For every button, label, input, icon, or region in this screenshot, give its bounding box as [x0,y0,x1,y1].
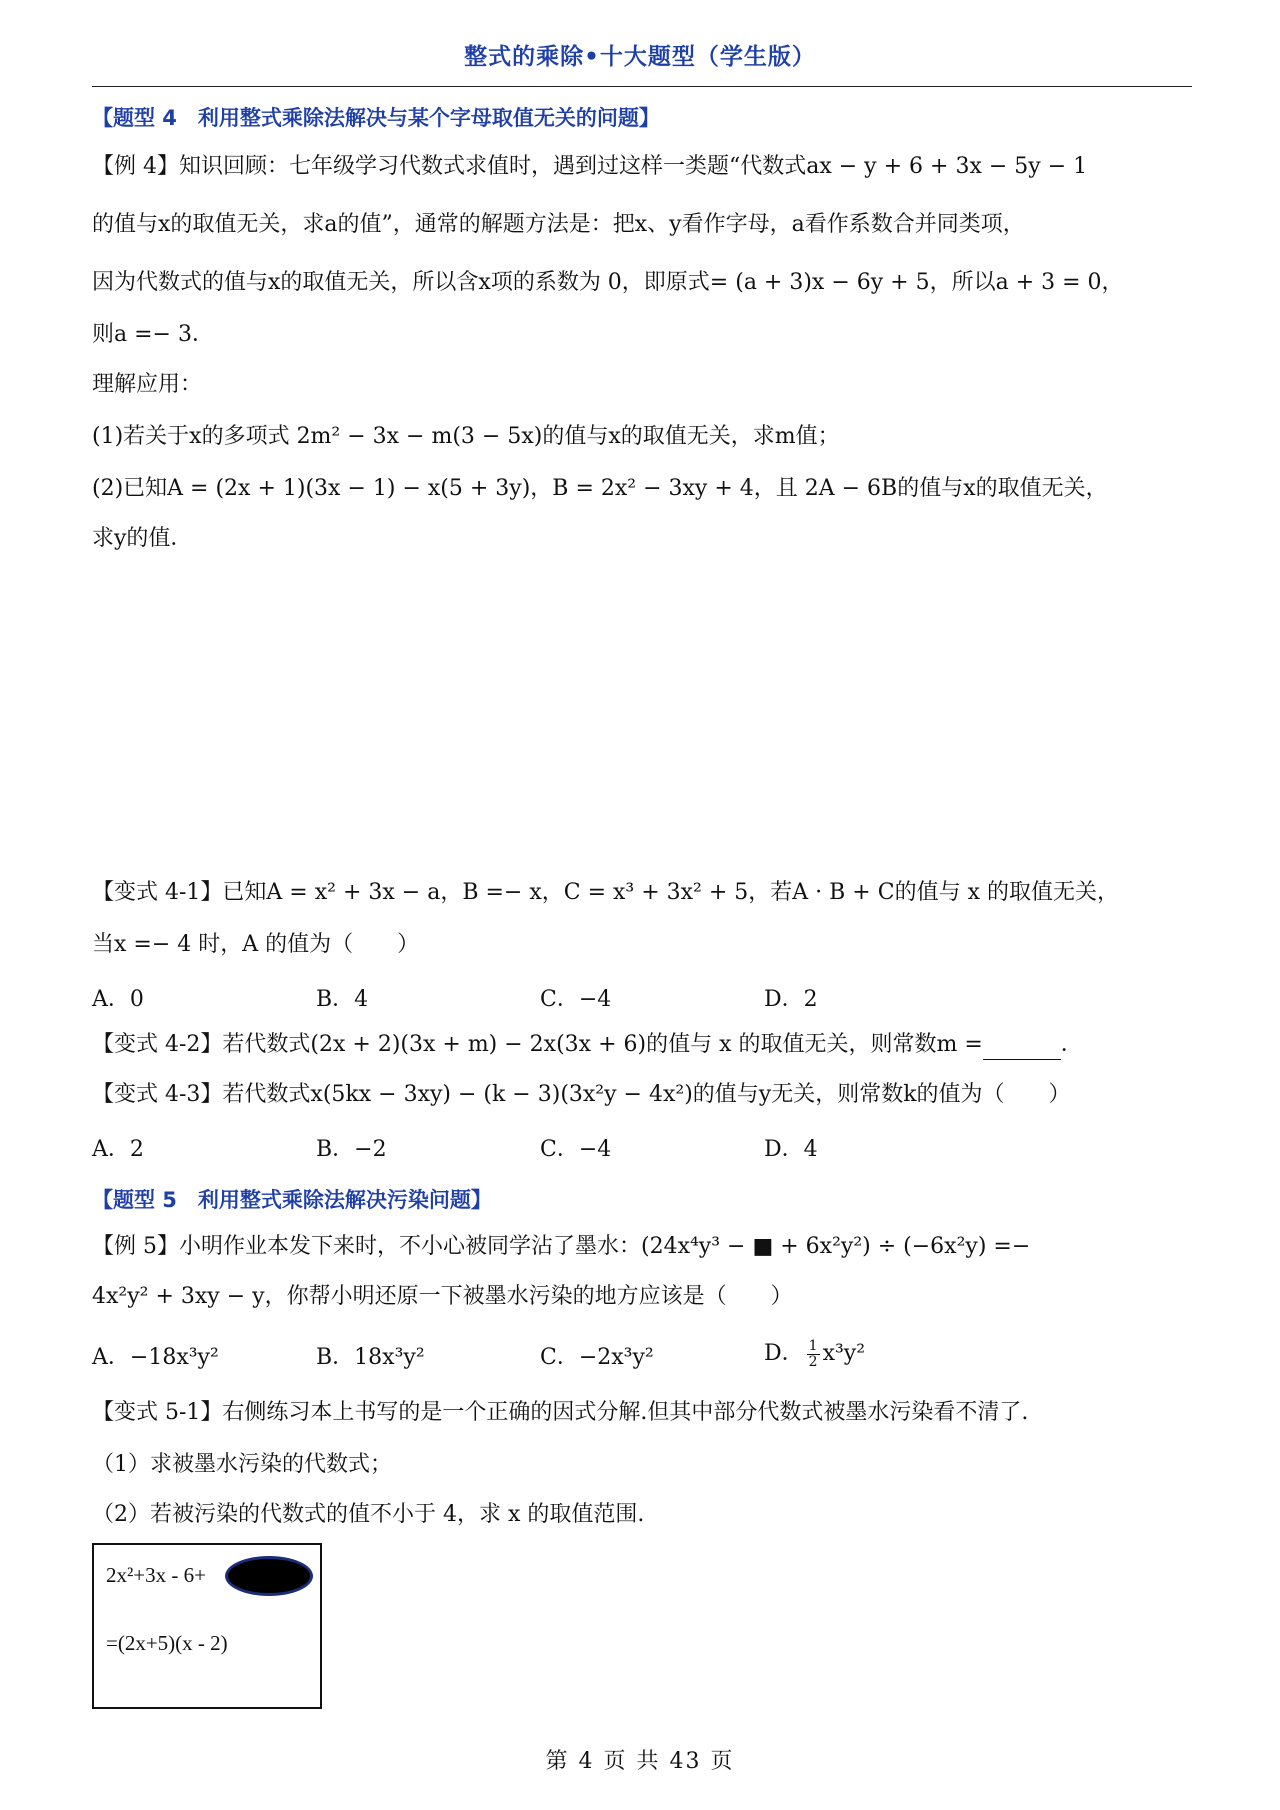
variant-4-2-text: 【变式 4-2】若代数式(2x + 2)(3x + m) − 2x(3x + 6)的值与 x 的取值无关，则常数m = [92,1032,983,1057]
variant-4-1-option-c: C．−4 [540,987,612,1012]
variant-4-3-option-c: C．−4 [540,1137,612,1162]
example-5-option-d [764,1336,865,1370]
example-4-line-1: 【例 4】知识回顾：七年级学习代数式求值时，遇到过这样一类题“代数式ax − y + 6 + 3x − 5y − 1 [92,154,1088,179]
example-5-option-b: B．18x³y² [316,1345,425,1370]
section-5-title: 【题型 5 利用整式乘除法解决污染问题】 [92,1188,492,1212]
page-header-title: 整式的乘除•十大题型（学生版） [464,44,816,70]
page-footer: 第 4 页 共 43 页 [545,1749,735,1774]
example-4-line-4: 则a =− 3． [92,322,214,347]
example-4-question-2-line-1: (2)已知A = (2x + 1)(3x − 1) − x(5 + 3y)，B = 2x² − 3xy + 4，且 2A − 6B的值与x的取值无关， [92,476,1108,501]
fraction-numerator: 1 [808,1337,818,1354]
fraction-one-half [807,1339,820,1370]
variant-4-3-option-d: D．4 [764,1137,818,1162]
variant-4-1-option-a: A．0 [92,987,144,1012]
header-divider [92,86,1192,87]
example-5-option-c: C．−2x³y² [540,1345,654,1370]
example-4-line-3: 因为代数式的值与x的取值无关，所以含x项的系数为 0，即原式= (a + 3)x − 6y + 5，所以a + 3 = 0， [92,270,1124,295]
variant-4-2 [92,1030,1083,1060]
ink-blot-icon [228,1559,310,1593]
example-4-line-5: 理解应用： [92,372,203,397]
example-4-line-2: 的值与x的取值无关，求a的值”，通常的解题方法是：把x、y看作字母，a看作系数合并同类项， [92,212,1025,237]
variant-4-1-option-b: B．4 [316,987,369,1012]
section-4-title: 【题型 4 利用整式乘除法解决与某个字母取值无关的问题】 [92,106,660,130]
variant-4-3-option-a: A．2 [92,1137,144,1162]
variant-5-1-question-1: （1）求被墨水污染的代数式； [92,1452,392,1477]
example-4-question-2-line-2: 求y的值． [92,526,193,551]
variant-4-1-line-1: 【变式 4-1】已知A = x² + 3x − a，B =− x，C = x³ + 3x² + 5，若A · B + C的值与 x 的取值无关， [92,880,1119,905]
answer-blank [983,1037,1061,1060]
option-d-term: x³y² [822,1341,866,1366]
example-4-question-1: (1)若关于x的多项式 2m² − 3x − m(3 − 5x)的值与x的取值无关，求m值； [92,424,840,449]
option-d-label: D． [764,1341,804,1366]
variant-5-1-question-2: （2）若被污染的代数式的值不小于 4，求 x 的取值范围. [92,1502,645,1527]
variant-4-1-option-d: D．2 [764,987,818,1012]
notebook-line-1: 2x²+3x - 6+ [106,1563,206,1587]
example-5-option-a: A．−18x³y² [92,1345,219,1370]
variant-5-1-line-1: 【变式 5-1】右侧练习本上书写的是一个正确的因式分解.但其中部分代数式被墨水污染看不清了. [92,1400,1029,1425]
variant-4-3-text: 【变式 4-3】若代数式x(5kx − 3xy) − (k − 3)(3x²y − 4x²)的值与y无关，则常数k的值为（ ） [92,1082,1071,1107]
notebook-figure [92,1543,322,1709]
example-5-line-1: 【例 5】小明作业本发下来时，不小心被同学沾了墨水：(24x⁴y³ − ■ + 6x²y²) ÷ (−6x²y) =− [92,1234,1031,1259]
notebook-line-2: =(2x+5)(x - 2) [106,1631,228,1655]
variant-4-1-line-2: 当x =− 4 时，A 的值为（ ） [92,932,420,957]
variant-4-3-option-b: B．−2 [316,1137,387,1162]
variant-4-2-end: ． [1060,1032,1083,1057]
example-5-line-2: 4x²y² + 3xy − y，你帮小明还原一下被墨水污染的地方应该是（ ） [92,1284,793,1309]
fraction-denominator: 2 [808,1353,818,1370]
